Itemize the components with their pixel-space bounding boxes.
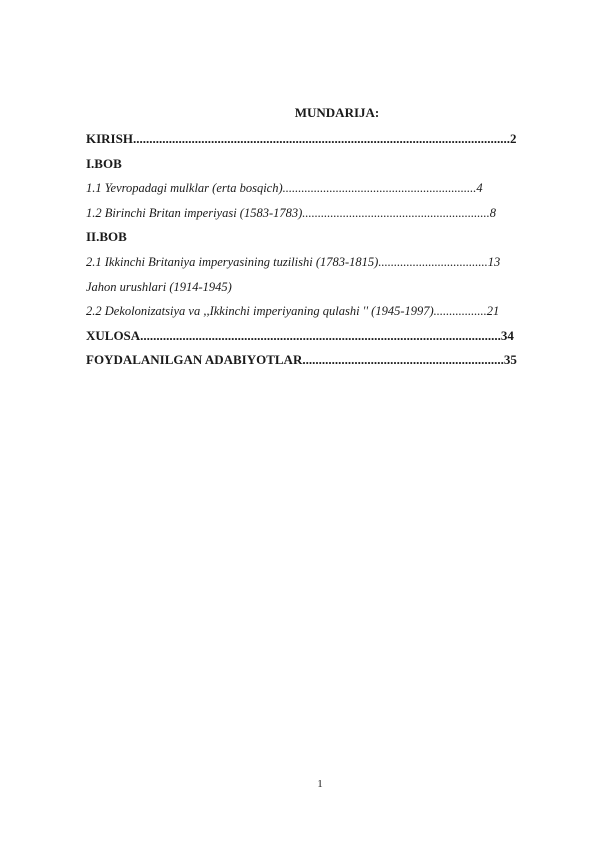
- toc-entry-world-wars: Jahon urushlari (1914-1945): [86, 279, 232, 294]
- toc-entry-chapter-1: I.BOB: [86, 155, 122, 171]
- toc-entry-chapter-2: II.BOB: [86, 229, 127, 245]
- toc-entry-references: FOYDALANILGAN ADABIYOTLAR..............................................................35: [86, 352, 517, 368]
- table-of-contents: [86, 127, 556, 373]
- toc-heading: MUNDARIJA:: [294, 105, 380, 120]
- toc-entry-xulosa: XULOSA...............................................................................................................34: [86, 327, 514, 343]
- toc-entry-2-1: 2.1 Ikkinchi Britaniya imperyasining tuzilishi (1783-1815)...................................13: [86, 254, 501, 269]
- page-number: 1: [317, 778, 323, 790]
- toc-entry-kirish: KIRISH....................................................................................................................2: [86, 131, 517, 146]
- toc-entry-2-2: 2.2 Dekolonizatsiya va ,,Ikkinchi imperiyaning qulashi '' (1945-1997).................21: [86, 304, 500, 319]
- toc-entry-1-1: 1.1 Yevropadagi mulklar (erta bosqich)..............................................................4: [86, 181, 483, 196]
- toc-entry-1-2: 1.2 Birinchi Britan imperiyasi (1583-1783)............................................................8: [86, 205, 497, 220]
